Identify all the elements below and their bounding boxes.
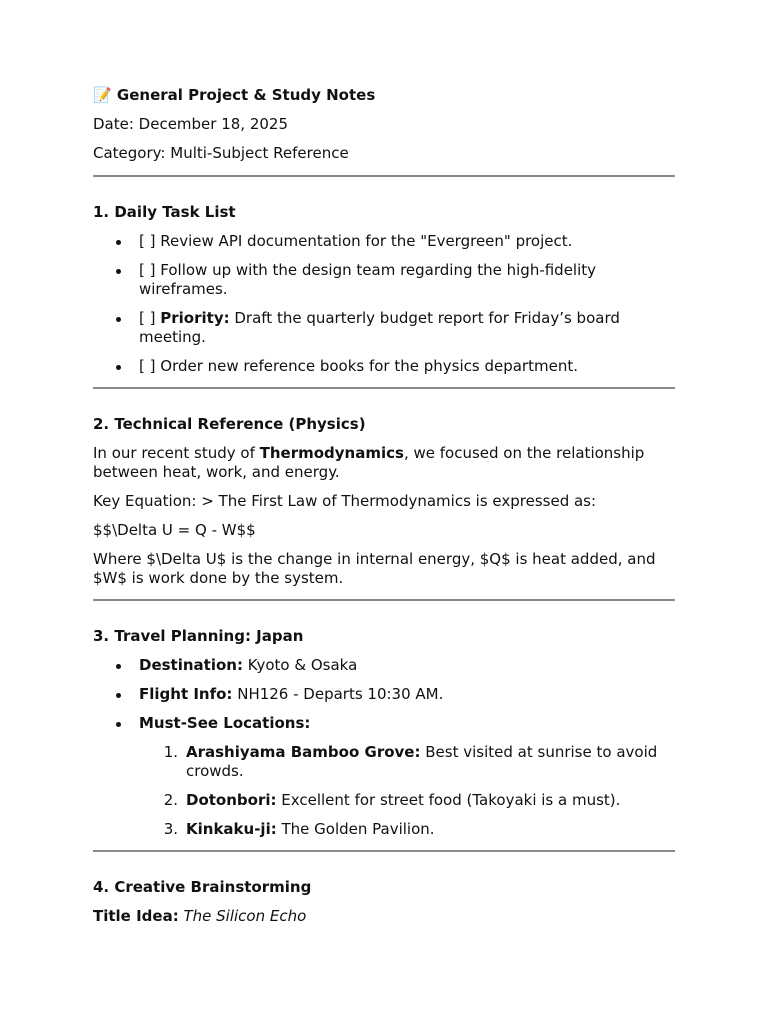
location-desc: The Golden Pavilion. [281, 820, 435, 838]
task-item [93, 232, 675, 251]
task-checkbox: [ ] [139, 357, 156, 375]
task-text: Review API documentation for the "Evergreen" project. [160, 232, 573, 250]
section-divider [93, 850, 675, 852]
equation: $$\Delta U = Q - W$$ [93, 521, 256, 539]
physics-intro-bold: Thermodynamics [259, 444, 404, 462]
equation-explanation: Where $\Delta U$ is the change in internal energy, $Q$ is heat added, and $W$ is work done by the system. [93, 550, 656, 587]
location-desc: Best visited at sunrise to avoid crowds. [186, 743, 658, 780]
travel-item-flight [93, 685, 675, 704]
travel-item-locations [93, 714, 675, 839]
destination-label: Destination: [139, 656, 243, 674]
location-item [139, 820, 675, 839]
key-equation-text: Key Equation: > The First Law of Thermodynamics is expressed as: [93, 492, 597, 510]
section-heading-travel: 3. Travel Planning: Japan [93, 627, 304, 645]
document-category: Category: Multi-Subject Reference [93, 144, 349, 162]
physics-intro-before: In our recent study of [93, 444, 260, 462]
task-text: Draft the quarterly budget report for Friday’s board meeting. [139, 309, 620, 346]
travel-list [93, 656, 675, 839]
destination-value: Kyoto & Osaka [247, 656, 358, 674]
location-name: Arashiyama Bamboo Grove: [186, 743, 421, 761]
document-date: Date: December 18, 2025 [93, 115, 289, 133]
title-idea [93, 907, 675, 926]
document-page [93, 0, 675, 926]
location-number: 1. [163, 743, 178, 761]
location-item [139, 791, 675, 810]
location-item [139, 743, 675, 781]
section-heading-creative: 4. Creative Brainstorming [93, 878, 312, 896]
physics-intro-after: , we focused on the relationship between heat, work, and energy. [93, 444, 645, 481]
travel-item-destination [93, 656, 675, 675]
task-checkbox: [ ] [139, 309, 156, 327]
section-heading-tasks: 1. Daily Task List [93, 203, 236, 221]
location-desc: Excellent for street food (Takoyaki is a must). [281, 791, 621, 809]
location-number: 2. [163, 791, 178, 809]
physics-intro [93, 444, 675, 482]
locations-label: Must-See Locations: [139, 714, 311, 732]
document-title [93, 86, 675, 105]
task-priority-label: Priority: [160, 309, 230, 327]
section-divider [93, 175, 675, 177]
flight-label: Flight Info: [139, 685, 233, 703]
location-number: 3. [163, 820, 178, 838]
document-title-text: General Project & Study Notes [116, 86, 376, 104]
locations-list [139, 743, 675, 839]
title-idea-value: The Silicon Echo [183, 907, 307, 925]
task-item [93, 261, 675, 299]
task-text: Order new reference books for the physics department. [160, 357, 578, 375]
location-name: Dotonbori: [186, 791, 277, 809]
task-checkbox: [ ] [139, 232, 156, 250]
location-name: Kinkaku-ji: [186, 820, 277, 838]
task-text: Follow up with the design team regarding the high-fidelity wireframes. [139, 261, 597, 298]
task-list [93, 232, 675, 376]
section-divider [93, 599, 675, 601]
task-item [93, 357, 675, 376]
section-heading-physics: 2. Technical Reference (Physics) [93, 415, 366, 433]
task-item [93, 309, 675, 347]
note-icon: 📝 [93, 86, 112, 104]
task-checkbox: [ ] [139, 261, 156, 279]
flight-value: NH126 - Departs 10:30 AM. [237, 685, 444, 703]
title-idea-label: Title Idea: [93, 907, 179, 925]
section-divider [93, 387, 675, 389]
